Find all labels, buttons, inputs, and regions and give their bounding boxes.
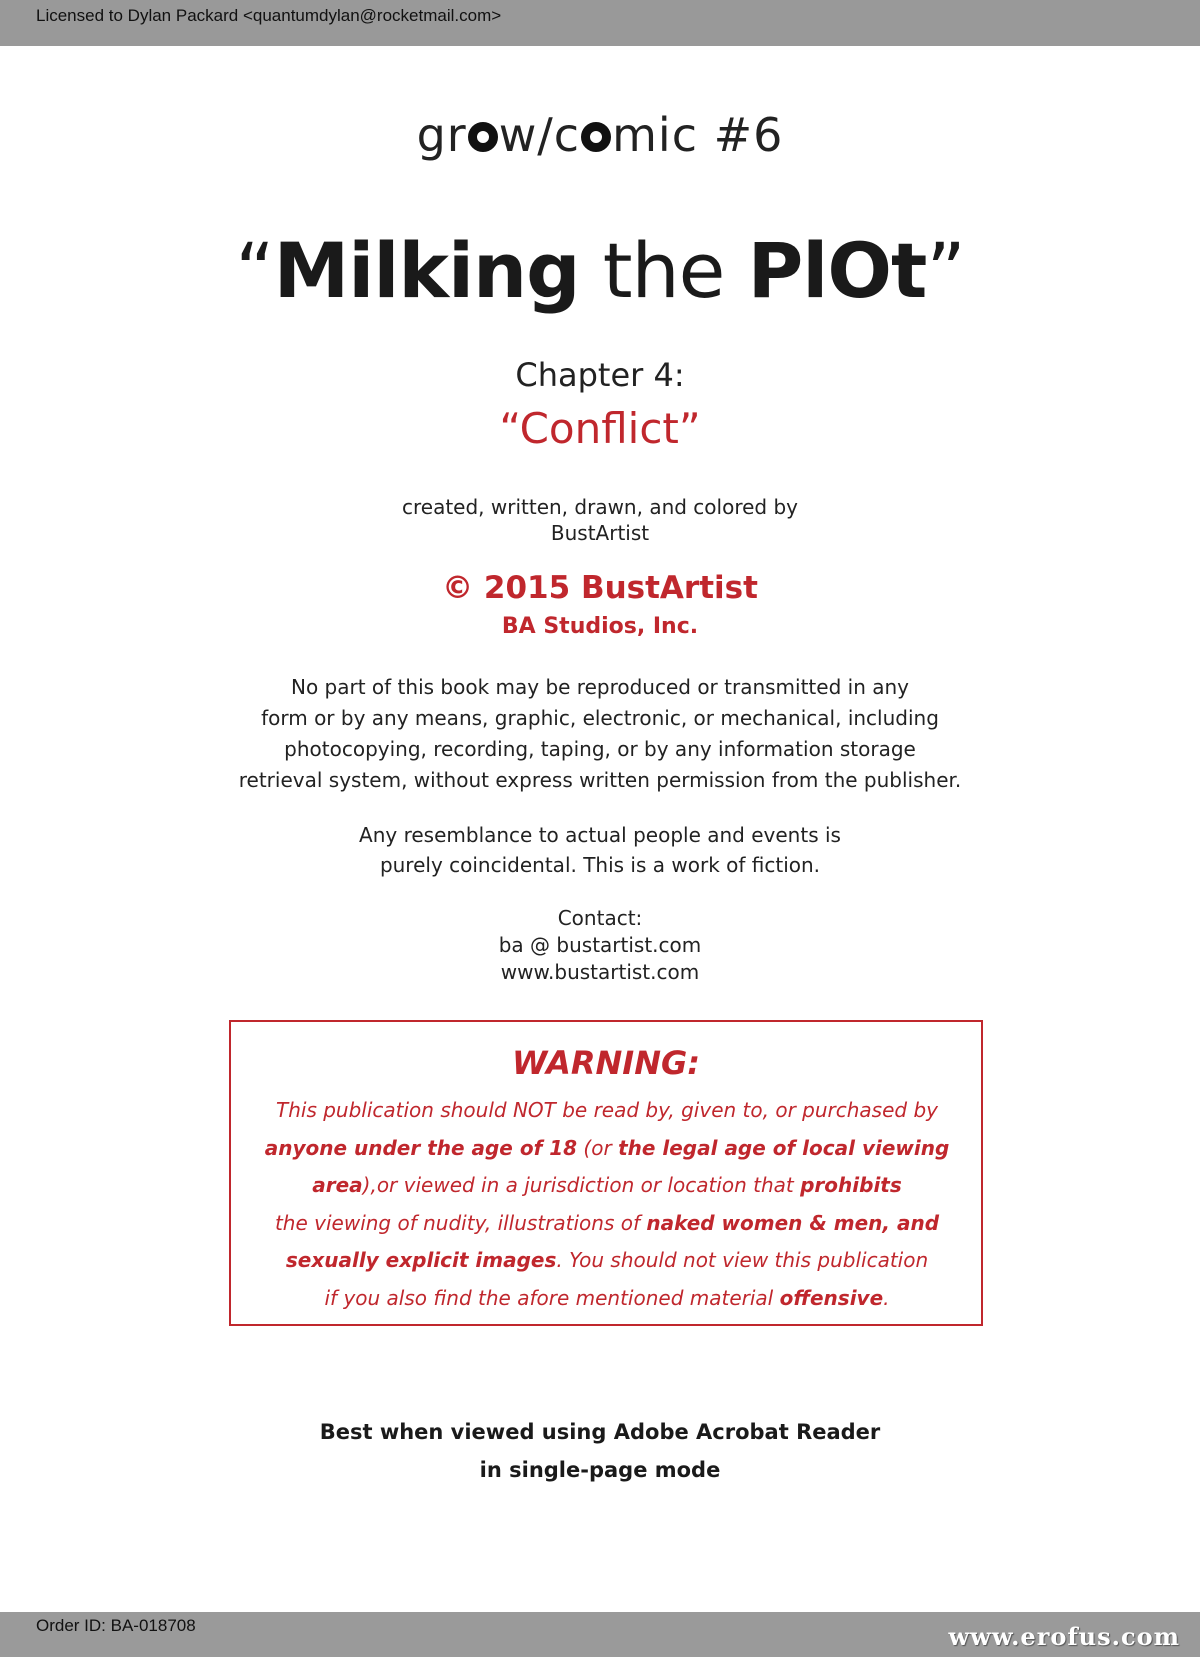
license-bar bbox=[0, 0, 1200, 46]
fiction-disclaimer bbox=[0, 820, 1200, 880]
warning-line-5: sexually explicit images. You should not view this publication bbox=[285, 1248, 929, 1272]
title-word-milking: Milking bbox=[273, 226, 580, 315]
warning-line-6: if you also find the afore mentioned material offensive. bbox=[324, 1285, 890, 1310]
title-open-quote: “ bbox=[235, 226, 274, 315]
legal-line: form or by any means, graphic, electronic, or mechanical, including bbox=[261, 706, 939, 730]
warning-line-2: anyone under the age of 18 (or the legal age of local viewing bbox=[264, 1135, 950, 1160]
legal-notice bbox=[0, 672, 1200, 796]
title-close-quote: ” bbox=[926, 226, 965, 315]
fiction-line: Any resemblance to actual people and events is bbox=[359, 823, 841, 847]
contact-email[interactable]: ba @ bustartist.com bbox=[498, 933, 702, 957]
title-word-pl: Pl bbox=[747, 226, 828, 315]
warning-box bbox=[229, 1020, 983, 1326]
series-part-3: mic bbox=[612, 108, 698, 162]
warning-line-4: the viewing of nudity, illustrations of naked women & men, and bbox=[274, 1210, 940, 1235]
warning-title: WARNING: bbox=[511, 1044, 701, 1082]
title-word-the: the bbox=[602, 226, 725, 315]
copyright-line: © 2015 BustArtist bbox=[442, 570, 758, 606]
book-title bbox=[0, 226, 1200, 315]
order-bar bbox=[0, 1612, 1200, 1657]
warning-line-3: area),or viewed in a jurisdiction or location that prohibits bbox=[312, 1173, 902, 1197]
warning-body bbox=[237, 1092, 977, 1317]
credits-line-1: created, written, drawn, and colored by bbox=[401, 495, 798, 519]
legal-line: retrieval system, without express written permission from the publisher. bbox=[238, 768, 962, 792]
title-word-t: t bbox=[890, 226, 927, 315]
series-part-1: gr bbox=[416, 108, 467, 162]
chapter-name: “Conflict” bbox=[499, 404, 701, 453]
viewer-line-2: in single-page mode bbox=[479, 1458, 721, 1482]
series-number: #6 bbox=[713, 108, 784, 162]
series-part-2: w/c bbox=[498, 108, 581, 162]
contact-website[interactable]: www.bustartist.com bbox=[500, 960, 700, 984]
viewer-line-1: Best when viewed using Adobe Acrobat Reader bbox=[319, 1420, 881, 1444]
credits bbox=[0, 494, 1200, 546]
contact-label: Contact: bbox=[557, 906, 643, 930]
circle-o-icon bbox=[581, 122, 611, 152]
circle-o-icon bbox=[468, 122, 498, 152]
contact-block bbox=[0, 905, 1200, 986]
legal-line: photocopying, recording, taping, or by any information storage bbox=[284, 737, 916, 761]
chapter-label: Chapter 4: bbox=[515, 356, 685, 394]
title-o-glyph: O bbox=[827, 226, 891, 315]
warning-line-1: This publication should NOT be read by, given to, or purchased by bbox=[276, 1098, 938, 1122]
site-watermark: www.erofus.com bbox=[948, 1622, 1180, 1651]
credits-author: BustArtist bbox=[550, 521, 650, 545]
studio-name: BA Studios, Inc. bbox=[501, 614, 699, 639]
series-title bbox=[0, 108, 1200, 162]
fiction-line: purely coincidental. This is a work of fiction. bbox=[379, 853, 821, 877]
license-text: Licensed to Dylan Packard <quantumdylan@rocketmail.com> bbox=[36, 6, 502, 25]
order-id: Order ID: BA-018708 bbox=[36, 1616, 196, 1635]
viewer-note bbox=[0, 1413, 1200, 1489]
legal-line: No part of this book may be reproduced or transmitted in any bbox=[290, 675, 909, 699]
